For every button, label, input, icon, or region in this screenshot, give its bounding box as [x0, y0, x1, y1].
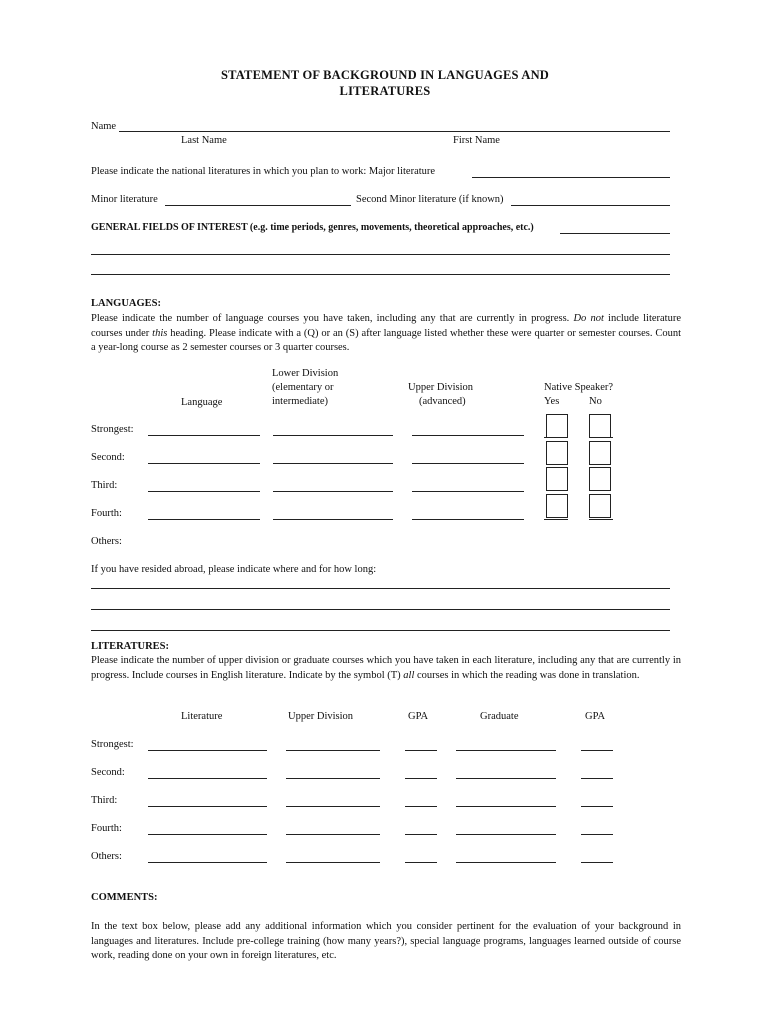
native-yes-checkbox-third[interactable] — [546, 467, 568, 491]
lit-third-graduate-field[interactable] — [456, 806, 556, 807]
upper-division-header-1: Upper Division — [408, 382, 474, 393]
native-no-checkbox-third[interactable] — [589, 467, 611, 491]
lit-strongest-upper-field[interactable] — [286, 750, 380, 751]
lit-others-gpa2-field[interactable] — [581, 862, 613, 863]
comments-instructions: In the text box below, please add any additional information which you consider pertinent for the evaluation of your background in languages and literatures. Include pre-college training (how many years?), special language programs, languages learned outside of course work, reading done on your own in foreign literatures, etc. — [91, 921, 681, 961]
general-fields-label: GENERAL FIELDS OF INTEREST (e.g. time periods, genres, movements, theoretical approaches, etc.) — [91, 222, 534, 233]
lit-second-gpa2-field[interactable] — [581, 778, 613, 779]
languages-instructions: Please indicate the number of language courses you have taken, including any that are currently in progress. Do not include literature courses under this heading. Please indicate with a (Q) or an (S) after language listed whether these were quarter or semester courses. Count a year-long course as 2 semester courses or 3 quarter courses. — [91, 313, 681, 353]
language-header: Language — [181, 397, 223, 408]
lit-strongest-literature-field[interactable] — [148, 750, 267, 751]
native-no-checkbox-strongest[interactable] — [589, 414, 611, 438]
lit-others-upper-field[interactable] — [286, 862, 380, 863]
lit-third-gpa1-field[interactable] — [405, 806, 437, 807]
lit-fourth-upper-field[interactable] — [286, 834, 380, 835]
second-minor-literature-field[interactable] — [511, 205, 670, 206]
resided-abroad-label: If you have resided abroad, please indicate where and for how long: — [91, 564, 377, 575]
others-label: Others: — [91, 536, 122, 547]
resided-abroad-field-1[interactable] — [91, 588, 670, 589]
lower-division-header-3: intermediate) — [272, 396, 328, 407]
name-label: Name — [91, 121, 117, 132]
lit-graduate-header: Graduate — [480, 711, 519, 722]
language-row-label-fourth: Fourth: — [91, 508, 122, 519]
lit-second-gpa1-field[interactable] — [405, 778, 437, 779]
native-no-checkbox-fourth[interactable] — [589, 494, 611, 518]
fourth-language-field[interactable] — [148, 519, 260, 520]
first-name-label: First Name — [453, 135, 500, 146]
literature-row-label-second: Second: — [91, 767, 125, 778]
strongest-lower-division-field[interactable] — [273, 435, 393, 436]
strongest-upper-division-field[interactable] — [412, 435, 524, 436]
minor-literature-label: Minor literature — [91, 194, 158, 205]
no-underline-4 — [589, 519, 613, 520]
lit-strongest-graduate-field[interactable] — [456, 750, 556, 751]
national-literatures-label: Please indicate the national literatures in which you plan to work: Major literature — [91, 166, 436, 177]
lit-second-literature-field[interactable] — [148, 778, 267, 779]
fourth-lower-division-field[interactable] — [273, 519, 393, 520]
language-row-label-second: Second: — [91, 452, 125, 463]
resided-abroad-field-2[interactable] — [91, 609, 670, 610]
literatures-heading: LITERATURES: — [91, 641, 169, 652]
lit-strongest-gpa2-field[interactable] — [581, 750, 613, 751]
name-field[interactable] — [119, 131, 670, 132]
literature-row-label-strongest: Strongest: — [91, 739, 134, 750]
literature-row-label-fourth: Fourth: — [91, 823, 122, 834]
literatures-instructions: Please indicate the number of upper division or graduate courses which you have taken in each literature, including any that are currently in progress. Include courses in English literature. Indicate by the symbol (T) all courses in which the reading was done in translation. — [91, 655, 681, 681]
page-title-line1: STATEMENT OF BACKGROUND IN LANGUAGES AND — [220, 68, 550, 82]
lit-third-gpa2-field[interactable] — [581, 806, 613, 807]
lower-division-header-1: Lower Division — [272, 368, 339, 379]
lit-fourth-graduate-field[interactable] — [456, 834, 556, 835]
yes-underline-4 — [544, 519, 568, 520]
general-fields-field-1[interactable] — [560, 233, 670, 234]
third-lower-division-field[interactable] — [273, 491, 393, 492]
lit-third-upper-field[interactable] — [286, 806, 380, 807]
major-literature-field[interactable] — [472, 177, 670, 178]
strongest-language-field[interactable] — [148, 435, 260, 436]
third-language-field[interactable] — [148, 491, 260, 492]
literature-header: Literature — [181, 711, 223, 722]
native-speaker-header: Native Speaker? — [544, 382, 614, 393]
upper-division-header-2: (advanced) — [419, 396, 466, 407]
lit-fourth-gpa1-field[interactable] — [405, 834, 437, 835]
languages-heading: LANGUAGES: — [91, 298, 162, 309]
lit-strongest-gpa1-field[interactable] — [405, 750, 437, 751]
lit-others-graduate-field[interactable] — [456, 862, 556, 863]
native-yes-checkbox-fourth[interactable] — [546, 494, 568, 518]
general-fields-field-2[interactable] — [91, 254, 670, 255]
second-upper-division-field[interactable] — [412, 463, 524, 464]
native-yes-header: Yes — [544, 396, 560, 407]
third-upper-division-field[interactable] — [412, 491, 524, 492]
lit-third-literature-field[interactable] — [148, 806, 267, 807]
native-no-checkbox-second[interactable] — [589, 441, 611, 465]
lit-others-gpa1-field[interactable] — [405, 862, 437, 863]
lit-fourth-gpa2-field[interactable] — [581, 834, 613, 835]
fourth-upper-division-field[interactable] — [412, 519, 524, 520]
last-name-label: Last Name — [181, 135, 227, 146]
lit-upper-division-header: Upper Division — [288, 711, 354, 722]
minor-literature-field[interactable] — [165, 205, 351, 206]
second-minor-literature-label: Second Minor literature (if known) — [356, 194, 504, 205]
resided-abroad-field-3[interactable] — [91, 630, 670, 631]
lit-others-literature-field[interactable] — [148, 862, 267, 863]
lit-gpa-header-2: GPA — [585, 711, 606, 722]
second-lower-division-field[interactable] — [273, 463, 393, 464]
lit-fourth-literature-field[interactable] — [148, 834, 267, 835]
native-no-header: No — [589, 396, 602, 407]
page-title-line2: LITERATURES — [339, 84, 431, 98]
lit-second-graduate-field[interactable] — [456, 778, 556, 779]
literature-row-label-others: Others: — [91, 851, 122, 862]
comments-heading: COMMENTS: — [91, 892, 158, 903]
lit-second-upper-field[interactable] — [286, 778, 380, 779]
native-yes-checkbox-strongest[interactable] — [546, 414, 568, 438]
native-yes-checkbox-second[interactable] — [546, 441, 568, 465]
second-language-field[interactable] — [148, 463, 260, 464]
literature-row-label-third: Third: — [91, 795, 118, 806]
general-fields-field-3[interactable] — [91, 274, 670, 275]
language-row-label-strongest: Strongest: — [91, 424, 134, 435]
lit-gpa-header-1: GPA — [408, 711, 429, 722]
lower-division-header-2: (elementary or — [272, 382, 334, 393]
language-row-label-third: Third: — [91, 480, 118, 491]
